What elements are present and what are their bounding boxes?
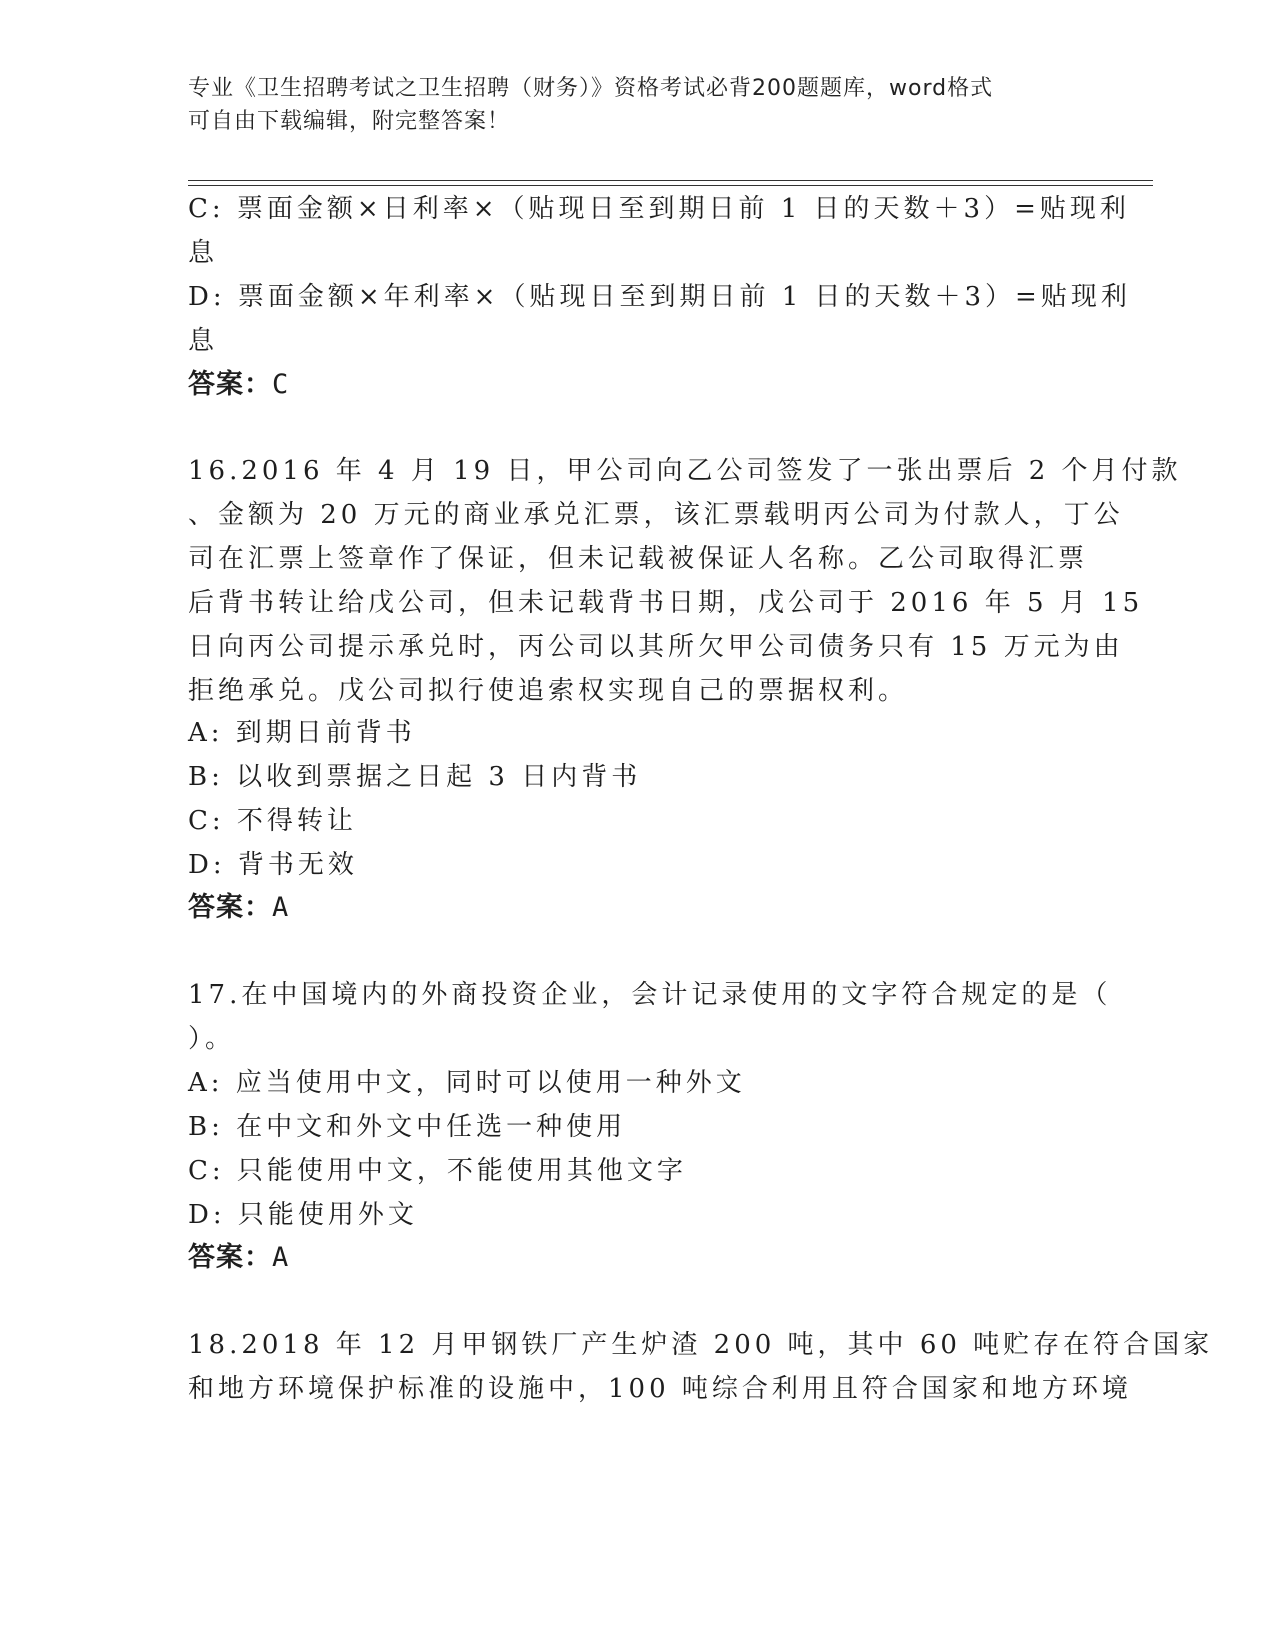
- header-line-1: 专业《卫生招聘考试之卫生招聘（财务）》资格考试必背200题题库，word格式: [188, 76, 994, 101]
- q15-answer: [188, 370, 289, 400]
- header-line-2: 可自由下载编辑，附完整答案！: [188, 109, 511, 134]
- q16-stem-line-4: 后背书转让给戊公司，但未记载背书日期，戊公司于 2016 年 5 月 15: [188, 588, 1144, 618]
- q16-option-a: A: 到期日前背书: [188, 718, 416, 748]
- q16-answer: [188, 893, 289, 923]
- q16-stem-line-3: 司在汇票上签章作了保证，但未记载被保证人名称。乙公司取得汇票: [188, 544, 1089, 574]
- answer-label: 答案：: [188, 892, 272, 923]
- answer-label: 答案：: [188, 1242, 272, 1273]
- q18-stem-line-2: 和地方环境保护标准的设施中，100 吨综合利用且符合国家和地方环境: [188, 1374, 1132, 1404]
- q16-stem-line-1: 16.2016 年 4 月 19 日，甲公司向乙公司签发了一张出票后 2 个月付款: [188, 456, 1182, 486]
- q15-option-c-cont: 息: [188, 238, 219, 268]
- q17-option-d: D: 只能使用外文: [188, 1200, 418, 1230]
- q15-option-d-cont: 息: [188, 326, 219, 356]
- q16-option-d: D: 背书无效: [188, 850, 358, 880]
- q17-stem-line-2: ）。: [188, 1024, 236, 1054]
- answer-value: C: [272, 369, 290, 400]
- q17-answer: [188, 1243, 289, 1273]
- q17-stem-line-1: 17.在中国境内的外商投资企业，会计记录使用的文字符合规定的是（: [188, 980, 1112, 1010]
- q16-stem-line-5: 日向丙公司提示承兑时，丙公司以其所欠甲公司债务只有 15 万元为由: [188, 632, 1124, 662]
- q16-stem-line-6: 拒绝承兑。戊公司拟行使追索权实现自己的票据权利。: [188, 676, 909, 706]
- q16-stem-line-2: 、金额为 20 万元的商业承兑汇票，该汇票载明丙公司为付款人，丁公: [188, 500, 1124, 530]
- header-divider-bottom: [188, 185, 1153, 186]
- header-divider-top: [188, 180, 1153, 181]
- q16-option-b: B: 以收到票据之日起 3 日内背书: [188, 762, 642, 792]
- q18-stem-line-1: 18.2018 年 12 月甲钢铁厂产生炉渣 200 吨，其中 60 吨贮存在符合国家: [188, 1330, 1214, 1360]
- q17-option-c: C: 只能使用中文，不能使用其他文字: [188, 1156, 687, 1186]
- q15-option-d: D: 票面金额×年利率×（贴现日至到期日前 1 日的天数＋3）=贴现利: [188, 282, 1131, 312]
- q15-option-c: C: 票面金额×日利率×（贴现日至到期日前 1 日的天数＋3）=贴现利: [188, 194, 1130, 224]
- answer-value: A: [272, 892, 290, 923]
- answer-value: A: [272, 1242, 290, 1273]
- document-header: [188, 72, 1068, 138]
- answer-label: 答案：: [188, 369, 272, 400]
- q16-option-c: C: 不得转让: [188, 806, 357, 836]
- q17-option-a: A: 应当使用中文，同时可以使用一种外文: [188, 1068, 746, 1098]
- q17-option-b: B: 在中文和外文中任选一种使用: [188, 1112, 627, 1142]
